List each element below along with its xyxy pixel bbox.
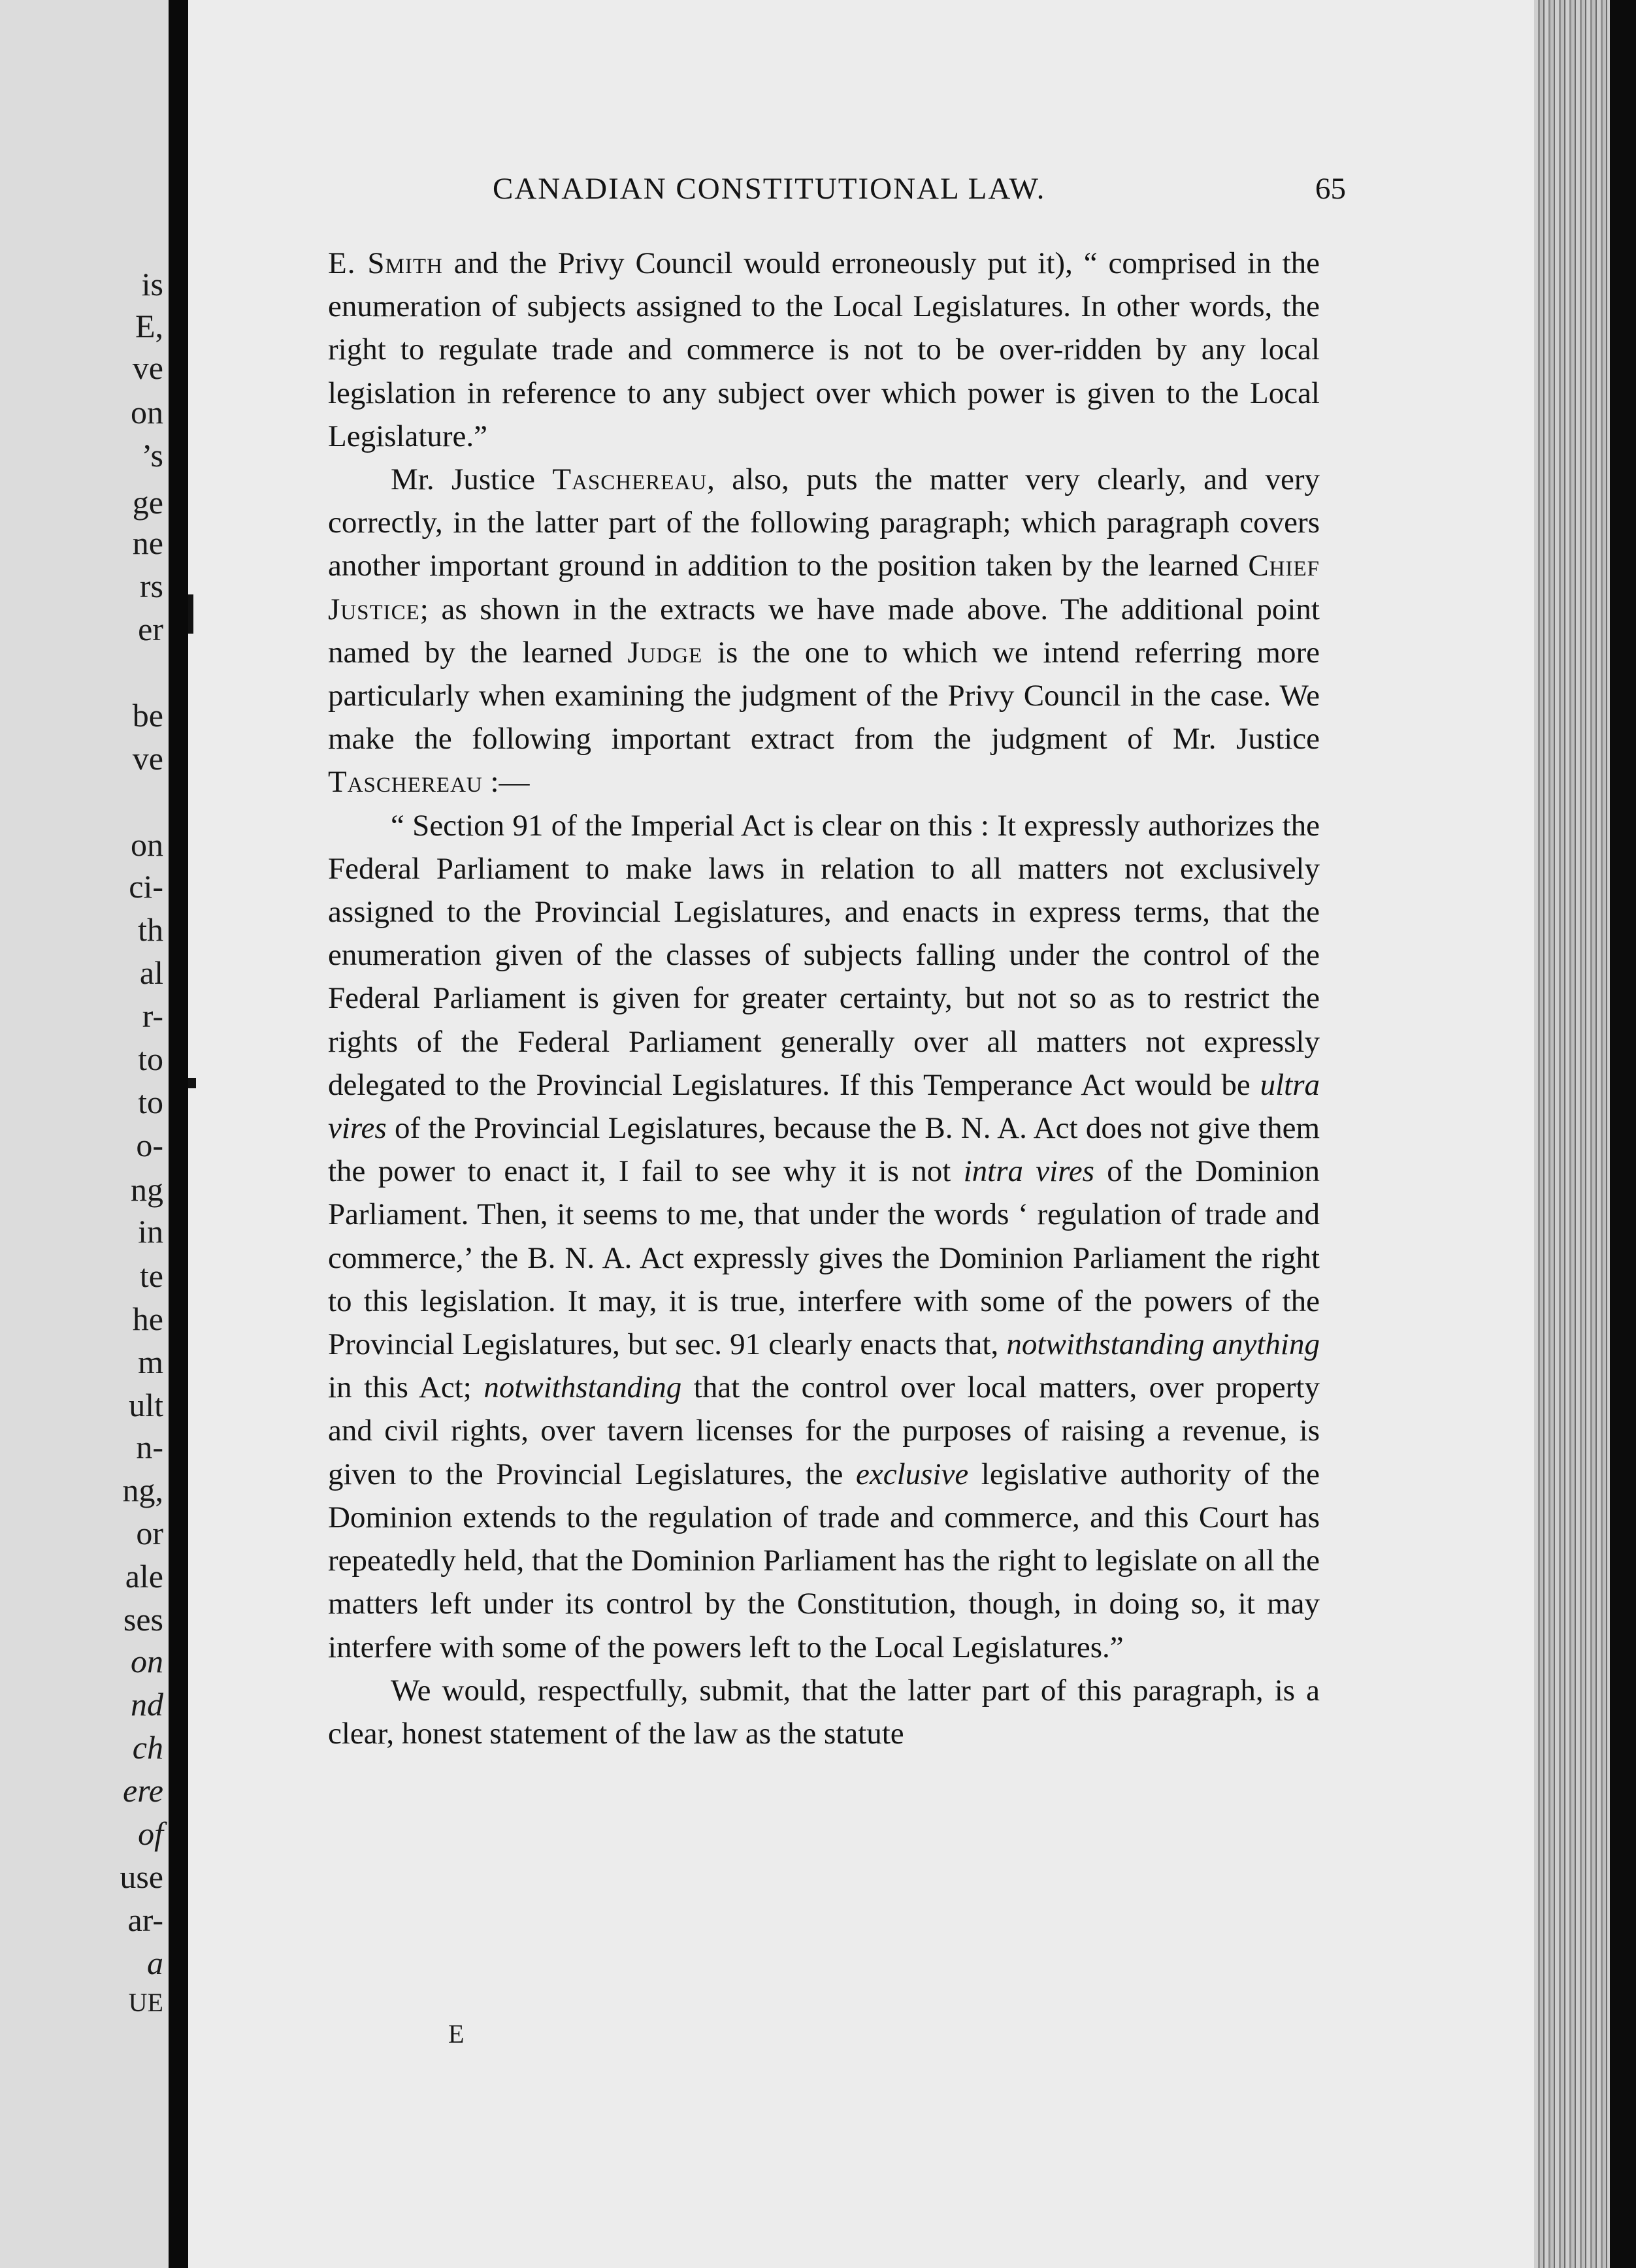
scan-artifact <box>188 1078 196 1088</box>
text-run: legislative authority of the Dominion extends to the regulation of trade and commerce, and this Court has repeatedly held, that the Dominion Parliament has the right to legislate on all the matters left under its control by the Constitution, though, in doing so, it may interfere with some of the powers left to the Local Legislatures.” <box>328 1457 1320 1664</box>
facing-page-fragment: ar- <box>127 1902 163 1938</box>
body-text <box>328 242 1320 1755</box>
facing-page-fragment: rs <box>139 568 163 604</box>
facing-page-fragment: r- <box>142 997 163 1034</box>
text-run: and the Privy Council would erroneously put it), “ comprised in the enumeration of subjects assigned to the Local Legislatures. In other words, the right to regulate trade and commerce is not to be over-ridden by any local legislation in reference to any subject over which power is given to the Local Legislature.” <box>328 246 1320 453</box>
facing-page-fragment: ng <box>131 1171 163 1208</box>
facing-page-fragment: ch <box>132 1729 163 1766</box>
facing-page-fragment: er <box>138 611 163 647</box>
text-run: :— <box>482 765 530 800</box>
facing-page-fragment: a <box>147 1945 163 1981</box>
facing-page-fragment: ng, <box>122 1472 163 1508</box>
facing-page-fragment: to <box>138 1041 163 1077</box>
facing-page-fragment: nd <box>131 1686 163 1723</box>
facing-page-fragment: on <box>131 826 163 863</box>
running-head-title: CANADIAN CONSTITUTIONAL LAW. <box>493 172 1046 206</box>
name-smallcaps: Chief Justice <box>328 549 1320 626</box>
facing-page-fragment: is <box>141 266 163 302</box>
facing-page-fragment: ’s <box>141 437 163 474</box>
text-run: We would, respectfully, submit, that the latter part of this paragraph, is a clear, honest statement of the law as the statute <box>328 1673 1320 1751</box>
facing-page-fragment: on <box>131 1643 163 1679</box>
facing-page-fragment: be <box>132 697 163 734</box>
paragraph <box>328 458 1320 804</box>
facing-page-fragment: ve <box>132 349 163 386</box>
book-gutter <box>169 0 188 2268</box>
page-stack-edge <box>1534 0 1636 2268</box>
facing-page-fragment: to <box>138 1084 163 1120</box>
italic-run: intra vires <box>963 1154 1094 1189</box>
facing-page-fragment: ci- <box>129 868 163 905</box>
facing-page-fragment: al <box>139 954 163 991</box>
paragraph <box>328 242 1320 458</box>
book-cover-edge <box>1610 0 1636 2268</box>
italic-run: exclusive <box>856 1457 969 1491</box>
name-smallcaps: E. Smith <box>328 246 443 280</box>
page-number: 65 <box>1315 172 1346 206</box>
text-run: in this Act; <box>328 1370 484 1405</box>
text-run: that the control over local matters, over property and civil rights, over tavern licenses for the purposes of raising a revenue, is given to the Provincial Legislatures, the <box>328 1370 1320 1491</box>
scan-artifact <box>188 594 193 634</box>
facing-page-fragment: he <box>132 1301 163 1337</box>
facing-page-fragment: in <box>138 1213 163 1250</box>
facing-page-fragment: te <box>139 1257 163 1294</box>
italic-run: notwithstanding <box>483 1370 682 1405</box>
text-run: ; as shown in the extracts we have made above. The additional point named by the learned <box>328 592 1320 670</box>
signature-mark: E <box>448 2019 465 2049</box>
facing-page-fragment: UE <box>128 1988 163 2017</box>
text-run: of the Dominion Parliament. Then, it seems to me, that under the words ‘ regulation of trade and commerce,’ the B. N. A. Act expressly gives the Dominion Parliament the right to this legislation. It may, it is true, interfere with some of the powers of the Provincial Legislatures, but sec. 91 clearly enacts that, <box>328 1154 1320 1362</box>
running-head <box>302 171 1346 217</box>
facing-page-fragment: E, <box>135 308 163 344</box>
paragraph <box>328 1669 1320 1755</box>
text-run: of the Provincial Legislatures, because the B. N. A. Act does not give them the power to enact it, I fail to see why it is not <box>328 1111 1320 1189</box>
facing-page-fragment: ge <box>132 484 163 521</box>
facing-page-fragment: m <box>138 1344 163 1380</box>
name-smallcaps: Judge <box>627 635 703 670</box>
facing-page-fragment: ses <box>123 1601 163 1638</box>
text-run: Mr. Justice <box>391 462 553 497</box>
facing-page-fragment: use <box>120 1858 163 1895</box>
facing-page-fragment: n- <box>136 1429 163 1465</box>
quoted-paragraph <box>328 804 1320 1669</box>
facing-page-fragment: or <box>136 1515 163 1551</box>
facing-page-fragment: of <box>138 1815 163 1852</box>
name-smallcaps: Taschereau <box>328 765 483 800</box>
facing-page-fragment: o- <box>136 1127 163 1163</box>
facing-page-fragment: on <box>131 394 163 430</box>
facing-page-fragment: ve <box>132 740 163 777</box>
facing-page-fragment: ne <box>132 525 163 561</box>
facing-page-strip <box>0 0 169 2268</box>
facing-page-fragment: ere <box>123 1772 163 1809</box>
facing-page-fragment: th <box>138 911 163 948</box>
facing-page-fragment: ult <box>129 1387 163 1423</box>
facing-page-fragment: ale <box>125 1558 163 1595</box>
italic-run: ultra vires <box>328 1067 1320 1146</box>
text-run: “ Section 91 of the Imperial Act is clear on this : It expressly authorizes the Federal Parliament to make laws in relation to all matters not exclusively assigned to the Provincial Legislatures, and enacts in express terms, that the enumeration given of the classes of subjects falling under the control of the Federal Parliament is given for greater certainty, but not so as to restrict the rights of the Federal Parliament generally over all matters not expressly delegated to the Provincial Legislatures. If this Temperance Act would be <box>328 808 1320 1102</box>
text-run: is the one to which we intend referring more particularly when examining the judgment of the Privy Council in the case. We make the following important extract from the judgment of Mr. Justice <box>328 635 1320 756</box>
italic-run: notwithstanding anything <box>1006 1327 1320 1362</box>
name-smallcaps: Taschereau <box>552 462 708 497</box>
text-run: , also, puts the matter very clearly, and very correctly, in the latter part of the following paragraph; which paragraph covers another important ground in addition to the position taken by the learned <box>328 462 1320 583</box>
